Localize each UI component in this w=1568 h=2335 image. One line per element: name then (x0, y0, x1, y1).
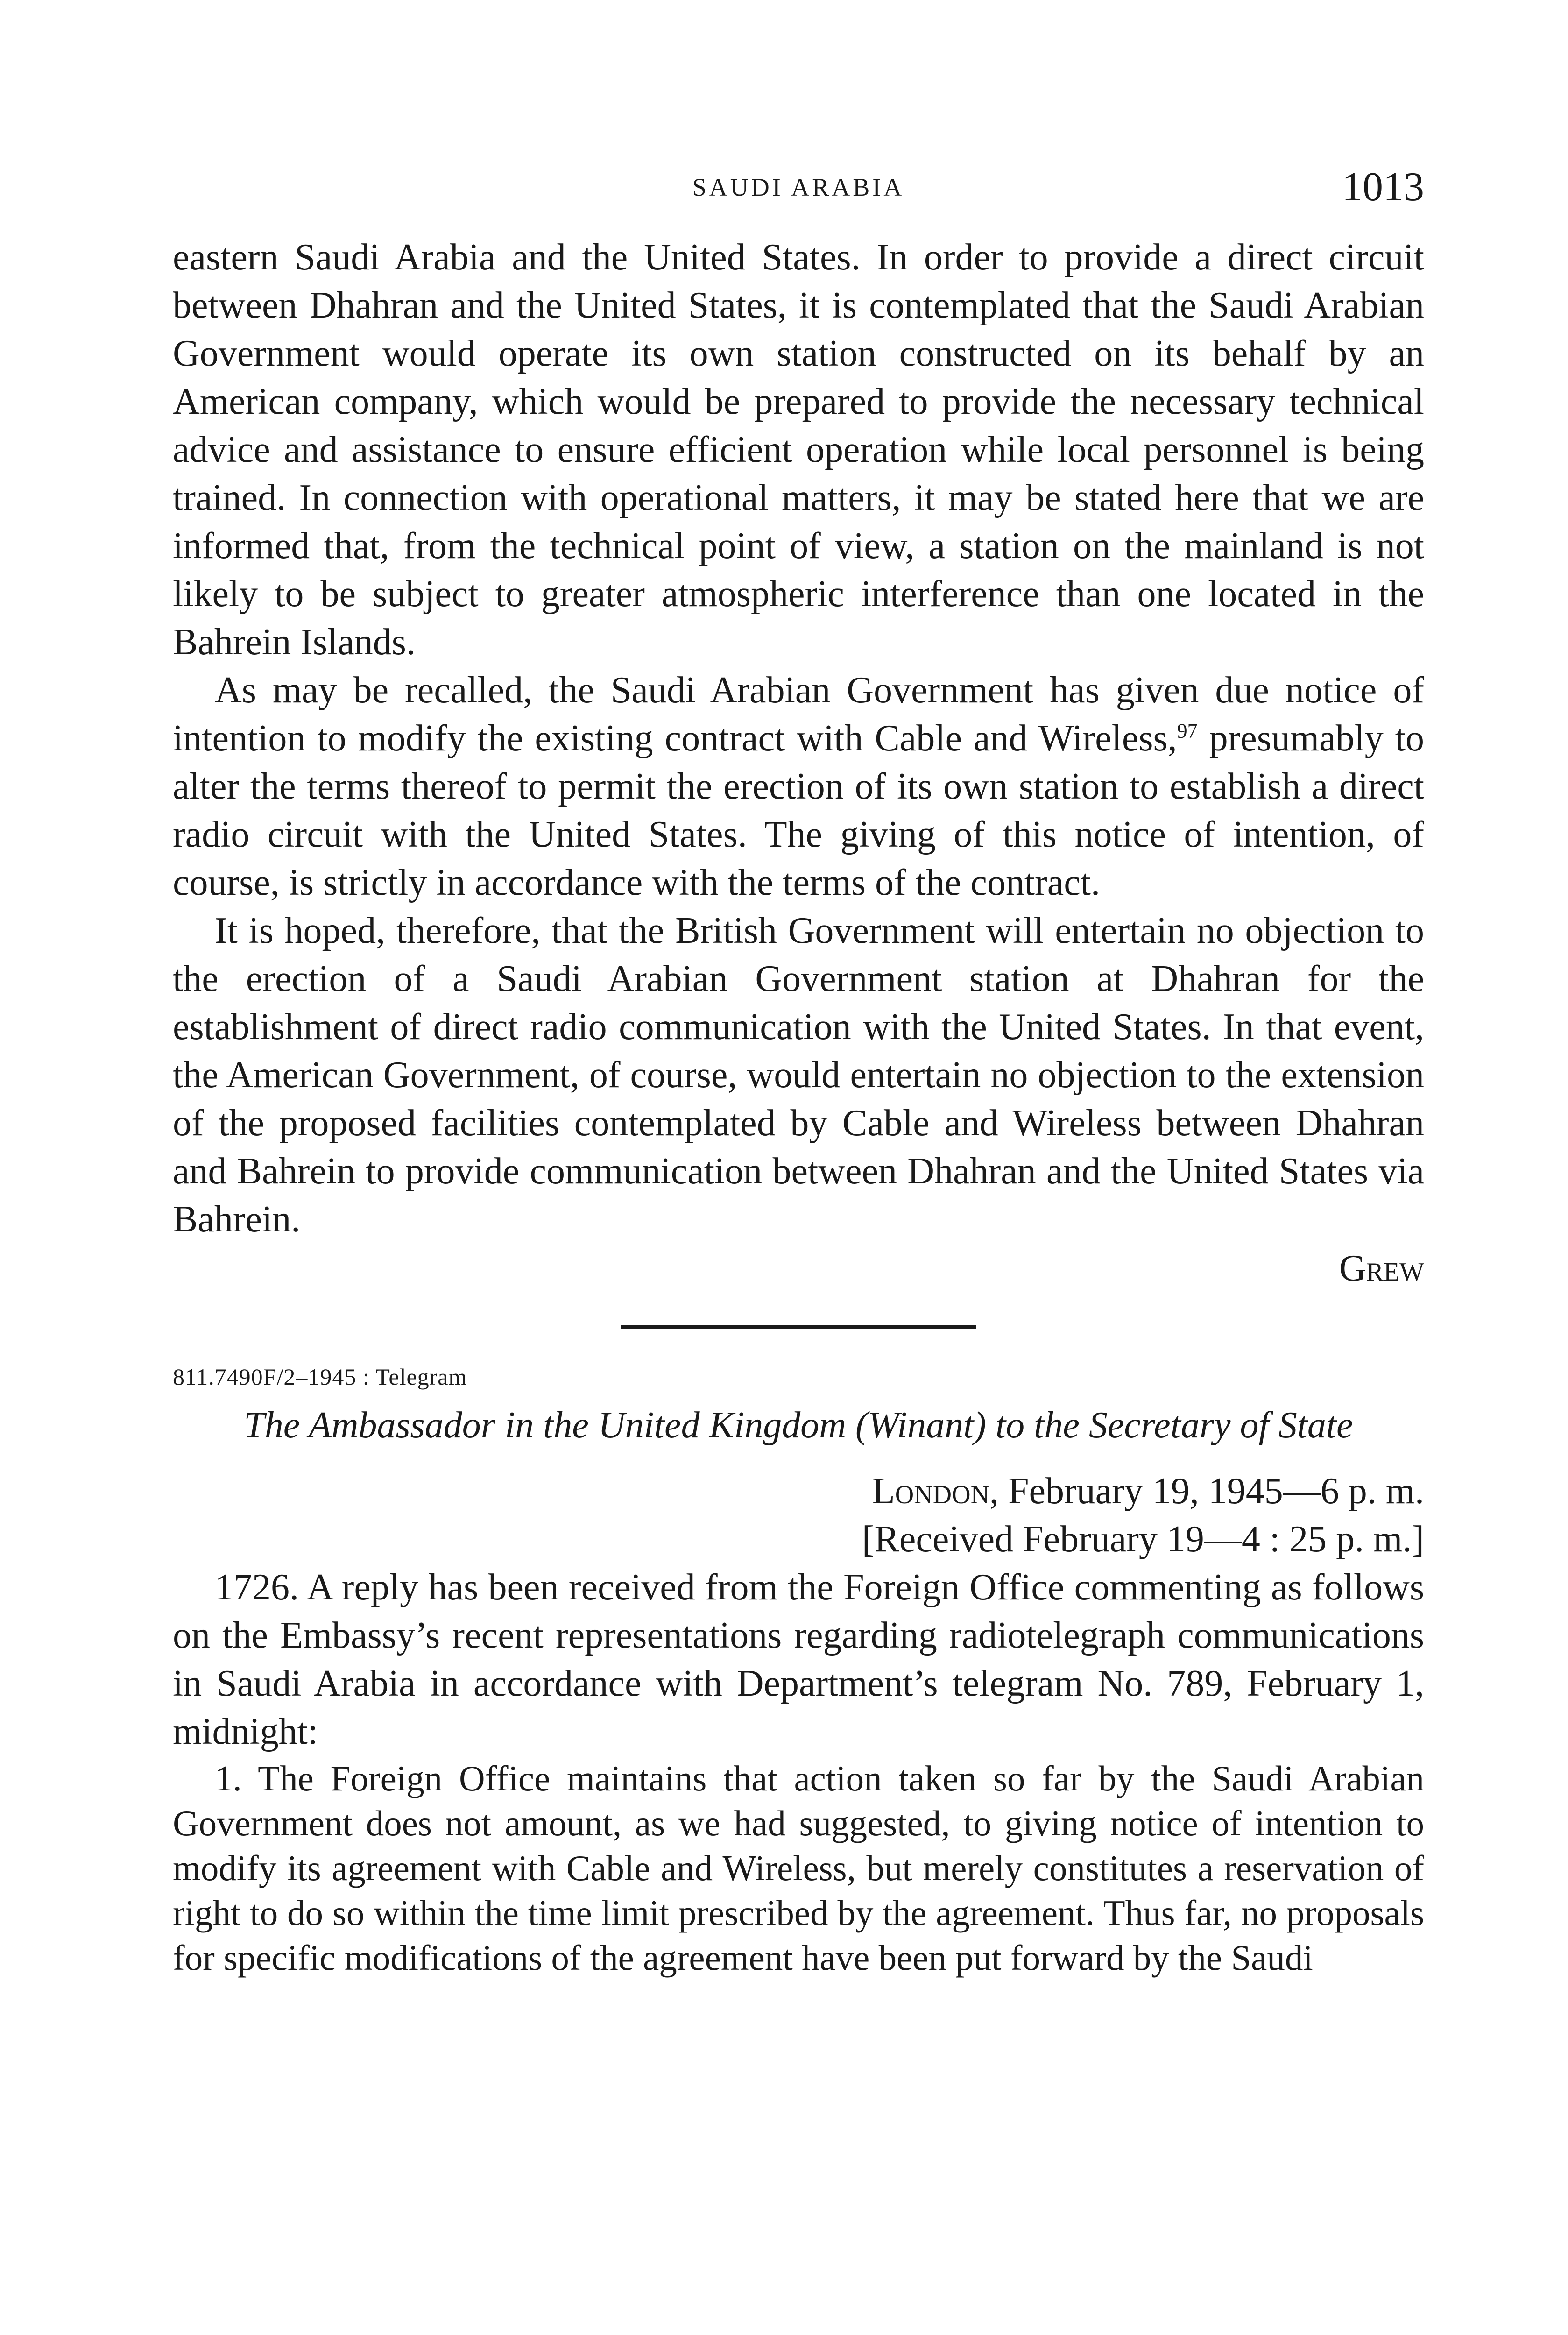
document-title: The Ambassador in the United Kingdom (Winant) to the Secretary of State (244, 1405, 1353, 1446)
dateline (173, 1467, 1424, 1515)
footnote-reference: 97 (1177, 719, 1198, 743)
received-line: [Received February 19—4 : 25 p. m.] (862, 1519, 1424, 1560)
paragraph-text-after-footnote: presumably to alter the terms thereof to permit the erection of its own station to establish a direct radio circuit with the United States. The giving of this notice of intention, of course, is strictly in accordance with the terms of the contract. (173, 718, 1424, 903)
signature: Grew (1339, 1248, 1424, 1289)
paragraph-notice-of-intention (173, 666, 1424, 907)
page-number: 1013 (1342, 164, 1424, 210)
dateline-place: London (872, 1471, 989, 1512)
page-header (173, 163, 1424, 215)
paragraph-text-before-footnote: As may be recalled, the Saudi Arabian Government has given due notice of intention to modify the existing contract with Cable and Wireless, (173, 670, 1424, 759)
running-head: SAUDI ARABIA (692, 173, 905, 201)
section-divider (621, 1325, 976, 1329)
quoted-paragraph: 1. The Foreign Office maintains that action taken so far by the Saudi Arabian Government does not amount, as we had suggested, to giving notice of intention to modify its agreement with Cable and Wireless, but merely constitutes a reservation of right to do so within the time limit prescribed by the agreement. Thus far, no proposals for specific modifications of the agreement have been put forward by the Saudi (173, 1758, 1424, 1978)
body-text (173, 234, 1424, 1980)
file-reference: 811.7490F/2–1945 : Telegram (173, 1364, 467, 1390)
telegram-paragraph: 1726. A reply has been received from the Foreign Office commenting as follows on the Embassy’s recent representations regarding radiotelegraph communications in Saudi Arabia in accordance with Department’s telegram No. 789, February 1, midnight: (173, 1567, 1424, 1752)
dateline-date: , February 19, 1945—6 p. m. (989, 1471, 1424, 1512)
paragraph-british-objection: It is hoped, therefore, that the British Government will entertain no objection to the erection of a Saudi Arabian Government station at Dhahran for the establishment of direct radio communication with the United States. In that event, the American Government, of course, would entertain no objection to the extension of the proposed facilities contemplated by Cable and Wireless between Dhahran and Bahrein to provide communication between Dhahran and the United States via Bahrein. (173, 910, 1424, 1240)
continued-paragraph: eastern Saudi Arabia and the United States. In order to provide a direct circuit between Dhahran and the United States, it is contemplated that the Saudi Arabian Government would operate its own station constructed on its behalf by an American company, which would be prepared to provide the necessary technical advice and assistance to ensure efficient operation while local personnel is being trained. In connection with operational matters, it may be stated here that we are informed that, from the technical point of view, a station on the mainland is not likely to be subject to greater atmospheric interference than one located in the Bahrein Islands. (173, 237, 1424, 663)
